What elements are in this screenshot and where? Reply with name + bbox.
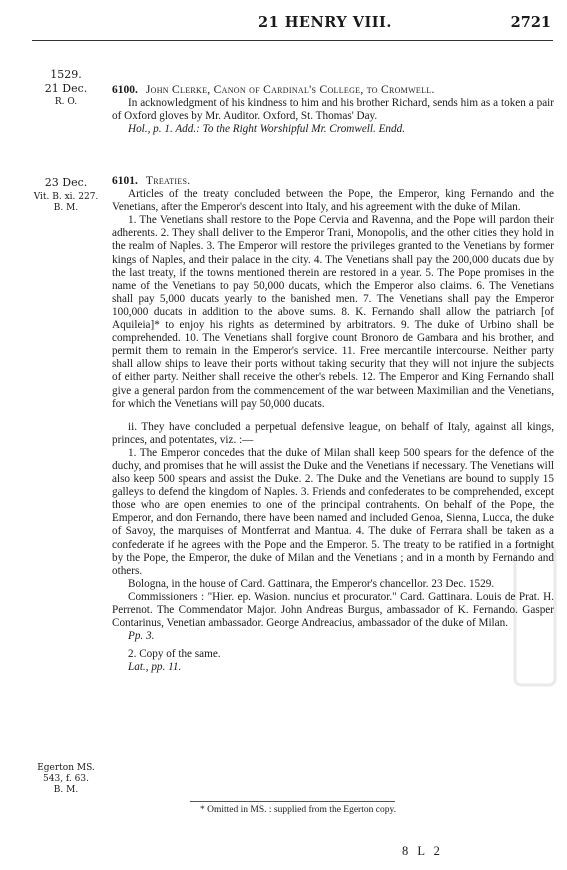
entry-6101-intro: Articles of the treaty concluded between the Pope, the Emperor, king Fernando and the Venetians, after the Emperor's descent into Italy, and his agreement with the duke of Milan. <box>112 188 554 214</box>
signature-mark: 8 L 2 <box>402 844 443 858</box>
margin-ref-egerton-a: Egerton MS. <box>37 763 95 773</box>
page-number: 2721 <box>510 14 551 31</box>
entry-6100-heading <box>112 84 554 97</box>
entry-6101-league-articles: 1. The Emperor concedes that the duke of Milan shall keep 500 spears for the defence of the duchy, and promises that he will assist the Duke and the Venetians if necessary. The Venetians will also keep 500 spears and assist the Duke. 2. The Duke and the Venetians are bound to supply 15 galleys to defend the kingdom of Naples. 3. Friends and confederates to be comprehended, except those who are open enemies to one of the principal contrahents. On behalf of the Pope, the Emperor, and don Fernando, there have been named and included Genoa, Sienna, Lucca, the duke of Savoy, the marquises of Montferrat and Mantua. 4. The duke of Ferrara shall be taken as a confederate if he agrees with the Pope and the Emperor. 5. The treaty to be ratified in a fortnight by the Pope, the Emperor, the duke of Milan and the Venetians ; and in a month by Fernando and others. <box>112 446 554 577</box>
margin-year: 1529. <box>50 68 82 81</box>
header-rule <box>32 40 553 41</box>
margin-ref-egerton-c: B. M. <box>53 785 79 795</box>
margin-date-6101: 23 Dec. <box>44 176 88 189</box>
margin-ref-6101a: Vit. B. xi. 227. <box>33 192 99 202</box>
footnote-rule <box>190 801 395 802</box>
entry-6100-text: In acknowledgment of his kindness to him and his brother Richard, sends him as a token a pair of Oxford gloves by Mr. Auditor. Oxford, St. Thomas' Day. <box>112 97 554 123</box>
margin-ref-egerton-b: 543, f. 63. <box>43 774 89 784</box>
running-header <box>0 10 567 38</box>
entry-6101 <box>112 175 554 674</box>
entry-number: 6101. <box>112 175 138 187</box>
footnote: * Omitted in MS. : supplied from the Egerton copy. <box>200 805 396 815</box>
header-title: 21 HENRY VIII. <box>258 14 392 31</box>
entry-6101-copy-pages: Lat., pp. 11. <box>128 661 182 674</box>
entry-6100 <box>112 84 554 136</box>
entry-6101-heading <box>112 175 554 188</box>
entry-6101-league: ii. They have concluded a perpetual defensive league, on behalf of Italy, against all kings, princes, and potentates, viz. :— <box>112 420 554 446</box>
entry-6101-pages: Pp. 3. <box>128 630 155 643</box>
entry-6100-note: Hol., p. 1. Add.: To the Right Worshipful Mr. Cromwell. Endd. <box>128 123 406 136</box>
margin-date-6100: 21 Dec. <box>44 82 88 95</box>
entry-6101-commissioners: Commissioners : "Hier. ep. Wasion. nuncius et procurator." Card. Gattinara. Louis de Prat. H. Perrenot. The Commendator Major. John Andreas Burgus, ambassador of K. Fernando. Gasper Contarinus, Venetian ambassador. George Andreacius, ambassador of the duke of Milan. <box>112 590 554 630</box>
entry-title: John Clerke, Canon of Cardinal's College, to Cromwell. <box>145 84 435 96</box>
entry-6101-articles: 1. The Venetians shall restore to the Pope Cervia and Ravenna, and the Pope will pardon their adherents. 2. They shall deliver to the Emperor Trani, Monopolis, and the other cities they hold in the realm of Naples. 3. The Emperor will restore the privileges granted to the Venetians by former kings of Naples, and their palace in the city. 4. The Venetians shall pay the 200,000 ducats due by the last treaty, if the towns mentioned therein are restored in a year. 5. The Pope promises in the name of the Venetians to pay 50,000 ducats, which the Emperor also claims. 6. The Venetians shall pay 5,000 ducats yearly to the banished men. 7. The Venetians shall pay the Emperor 100,000 ducats in addition to the above sums. 8. K. Fernando shall allow the patriarch [of Aquileia]* to enjoy his rights as determined by arbitrators. 9. The duke of Urbino shall be comprehended. 10. The Venetians shall forgive count Bronoro de Gambara and his brother, and permit them to remain in the Emperor's service. 11. Free mercantile intercourse. Neither party shall allow ships to leave their ports without taking security that they will not injure the subjects of either party. Neither shall receive the other's rebels. 12. The Emperor and King Fernando shall give a general pardon from the commencement of the war between Maximilian and the Venetians, for which the Venetians will pay 50,000 ducats. <box>112 214 554 410</box>
entry-6101-copy: 2. Copy of the same. <box>128 648 221 661</box>
margin-ref-6100: R. O. <box>54 97 78 107</box>
entry-6101-place-date: Bologna, in the house of Card. Gattinara, the Emperor's chancellor. 23 Dec. 1529. <box>128 577 495 590</box>
watermark-icon <box>510 540 560 690</box>
entry-title: Treaties. <box>145 175 191 187</box>
margin-ref-6101b: B. M. <box>53 203 79 213</box>
entry-number: 6100. <box>112 84 138 96</box>
